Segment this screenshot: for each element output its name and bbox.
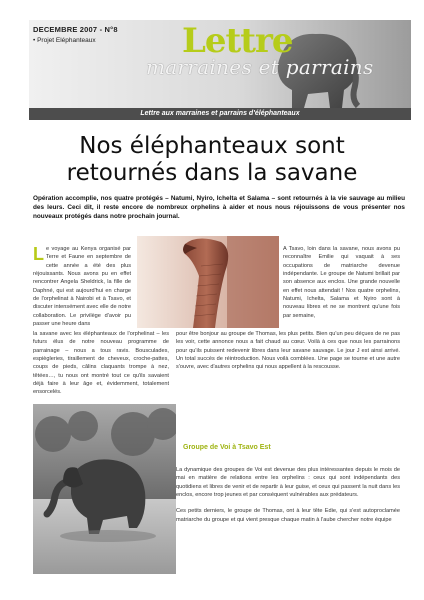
article-column-1-continued: la savane avec les éléphanteaux de l'orphelinat – les futurs élus de notre nouveau programme de parrainage – nous a tous ravis. Bousculades, espiègleries, tiraillement de cheveux, croche-pattes, coups de pieds, câlins claquants trompe à nez, têtées…, tu nous ont montré tout ce qu'ils savaient déjà faire à leur âge et, évidemment, totalement ensorcelés. bbox=[33, 331, 169, 396]
section-subhead: Groupe de Voi à Tsavo Est bbox=[183, 444, 271, 451]
section-body bbox=[176, 466, 400, 532]
ribbon-text: Lettre aux marraines et parrains d'éléphanteaux bbox=[140, 110, 300, 117]
baby-elephant-photo bbox=[33, 404, 176, 574]
newsletter-logo-script: marraines et parrains bbox=[146, 55, 374, 79]
title-line-1: Nos éléphanteaux sont bbox=[79, 133, 345, 159]
section-paragraph-1: La dynamique des groupes de Voi est devenue des plus intéressantes depuis le mois de mai en matière de relations entre les orphelins : ceux qui sont indépendants des quotidiens et libres de venir et de repartir à leur guise, et ceux qui passent la nuit dans les enclos, encore trop jeunes et par conséquent vulnérables aux prédateurs. bbox=[176, 467, 400, 499]
drop-cap: L bbox=[33, 244, 44, 264]
project-label: • Projet Eléphanteaux bbox=[33, 37, 96, 44]
article-column-1 bbox=[33, 245, 131, 328]
issue-date: DECEMBRE 2007 - N°8 bbox=[33, 25, 118, 34]
article-title bbox=[20, 133, 404, 187]
article-column-2: pour être bonjour au groupe de Thomas, les plus petits. Bien qu'un peu déçues de ne pas les voir, cette annonce nous a fait chaud au cœur. Voilà à ces que nous les parrainons pour qu'ils puissent redevenir libres dans leur savane sauvage. Le jour J est ainsi arrivé. Un total succès de réintroduction. Nous voilà comblées. Une page se tourne et une autre s'ouvre, avec d'autres orphelins qui nous appellent à la rescousse. bbox=[176, 331, 400, 371]
title-line-2: retournés dans la savane bbox=[66, 160, 358, 186]
newsletter-logo-word: Lettre bbox=[182, 21, 293, 61]
article-intro: Opération accomplie, nos quatre protégés – Natumi, Nyiro, Ichelta et Salama – sont retournés à la vie sauvage au milieu des leurs. Ceci dit, il reste encore de nombreux orphelins à aider et nous nous réjouissons de vous présenter nos nouveaux protégés dans notre prochain journal. bbox=[33, 195, 405, 220]
trunk-photo bbox=[137, 236, 279, 328]
section-paragraph-2: Ces petits derniers, le groupe de Thomas, ont à leur tête Edie, qui s'est autoproclamée matriarche du groupe et qui vient presque chaque matin à l'aube chercher notre équipe bbox=[176, 508, 400, 523]
article-column-3: A Tsavo, loin dans la savane, nous avons pu reconnaître Emilie qui vaquait à ses occupations de matriarche devenue indépendante. Le groupe de Natumi brillait par son absence aux enclos. Une grande nouvelle en effet nous attendait ! Nos quatre orphelins, Natumi, Ichelta, Salama et Nyiro sont à nouveau libres et ne se montrent qu'une fois par semaine, bbox=[283, 246, 400, 319]
column-1-text: e voyage au Kenya organisé par Terre et Faune en septembre de cette année a été des plus réjouissants. Nous avons pu en effet rencontrer Angela Sheldrick, la fille de Daphné, qui est aujourd'hui en charge de l'orphelinat à Nairobi et à Tsavo, et discuter intensément avec elle de notre collaboration. Le privilège d'avoir pu passer une heure dans bbox=[33, 246, 131, 328]
